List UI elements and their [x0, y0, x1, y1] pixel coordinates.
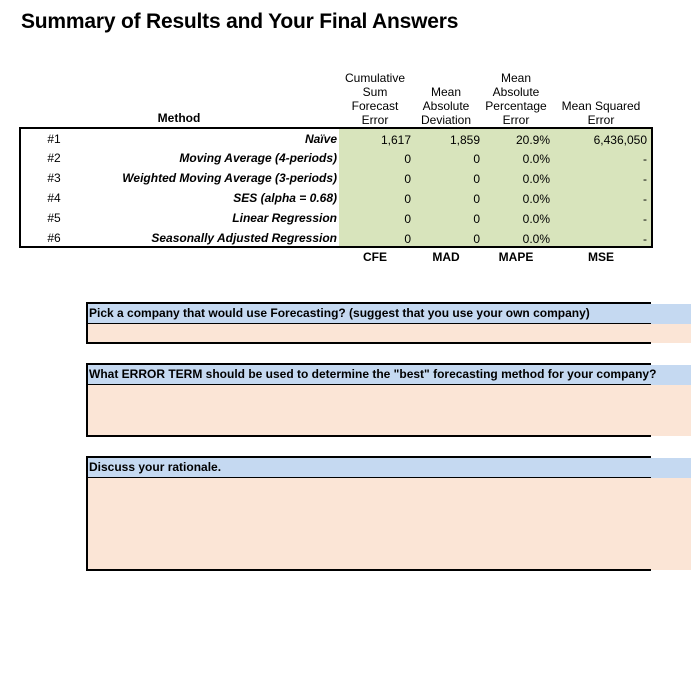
row-number: #2 [47, 151, 61, 165]
mad-cell[interactable]: 0 [473, 192, 480, 206]
answer-company-field[interactable] [87, 324, 691, 343]
mse-cell[interactable]: - [643, 212, 647, 226]
divider [86, 384, 651, 385]
divider [86, 302, 651, 304]
divider [86, 302, 88, 344]
method-name: Seasonally Adjusted Regression [151, 231, 337, 245]
cfe-abbr: CFE [363, 250, 387, 264]
divider [86, 323, 651, 324]
cfe-cell[interactable]: 0 [404, 232, 411, 246]
row-number: #5 [47, 211, 61, 225]
row-number: #3 [47, 171, 61, 185]
divider [86, 477, 651, 478]
mad-abbr: MAD [432, 250, 460, 264]
cfe-cell[interactable]: 0 [404, 172, 411, 186]
mape-cell[interactable]: 20.9% [515, 133, 550, 147]
divider [86, 456, 651, 458]
question-company-label: Pick a company that would use Forecasting? (suggest that you use your own company) [87, 304, 691, 324]
mape-header: Mean Absolute Percentage Error [485, 71, 547, 127]
mse-abbr: MSE [587, 250, 614, 264]
answer-error-term-field[interactable] [87, 385, 691, 436]
mse-header: Mean Squared Error [561, 99, 641, 127]
mse-cell[interactable]: - [643, 152, 647, 166]
mad-cell[interactable]: 0 [473, 152, 480, 166]
mad-cell[interactable]: 0 [473, 172, 480, 186]
method-name: Linear Regression [232, 211, 337, 225]
method-name: Weighted Moving Average (3-periods) [122, 171, 337, 185]
row-number: #1 [47, 132, 61, 146]
mape-cell[interactable]: 0.0% [522, 152, 550, 166]
divider [86, 363, 88, 437]
question-error-term-label: What ERROR TERM should be used to determine the "best" forecasting method for your company? [87, 365, 691, 385]
divider [86, 363, 651, 365]
mape-cell[interactable]: 0.0% [522, 212, 550, 226]
method-name: Moving Average (4-periods) [179, 151, 337, 165]
mad-cell[interactable]: 0 [473, 232, 480, 246]
question-rationale-label: Discuss your rationale. [87, 458, 691, 478]
method-name: Naïve [304, 132, 337, 146]
cfe-cell[interactable]: 0 [404, 192, 411, 206]
mape-cell[interactable]: 0.0% [522, 232, 550, 246]
mad-cell[interactable]: 0 [473, 212, 480, 226]
mse-cell[interactable]: 6,436,050 [593, 133, 647, 147]
cfe-cell[interactable]: 0 [404, 152, 411, 166]
cfe-cell[interactable]: 1,617 [380, 133, 411, 147]
method-name: SES (alpha = 0.68) [233, 191, 337, 205]
mse-cell[interactable]: - [643, 172, 647, 186]
row-number: #4 [47, 191, 61, 205]
answer-rationale-field[interactable] [87, 478, 691, 570]
mape-abbr: MAPE [498, 250, 534, 264]
cfe-cell[interactable]: 0 [404, 212, 411, 226]
mse-cell[interactable]: - [643, 192, 647, 206]
divider [86, 342, 651, 344]
divider [86, 456, 88, 571]
mape-cell[interactable]: 0.0% [522, 192, 550, 206]
method-header: Method [157, 111, 201, 125]
mad-cell[interactable]: 1,859 [449, 133, 480, 147]
cfe-header: Cumulative Sum Forecast Error [344, 71, 406, 127]
divider [86, 569, 651, 571]
mape-cell[interactable]: 0.0% [522, 172, 550, 186]
row-number: #6 [47, 231, 61, 245]
mad-header: Mean Absolute Deviation [420, 85, 472, 127]
mse-cell[interactable]: - [643, 232, 647, 246]
page-title: Summary of Results and Your Final Answers [21, 10, 459, 33]
divider [86, 435, 651, 437]
